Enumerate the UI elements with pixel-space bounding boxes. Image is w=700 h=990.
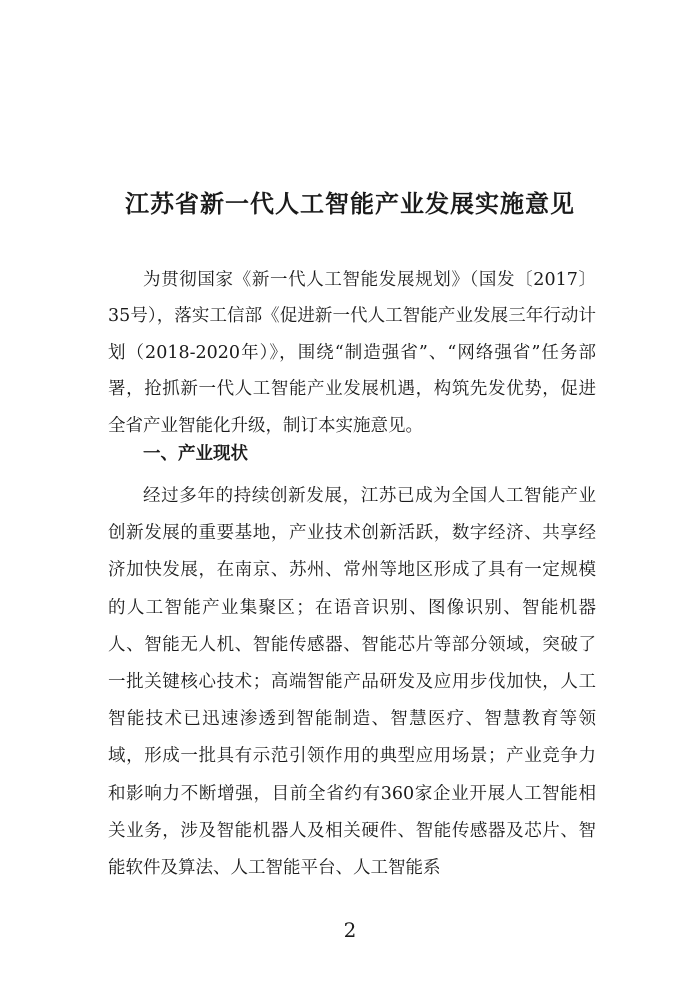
section-heading: 一、产业现状 (143, 444, 248, 464)
section-paragraph: 经过多年的持续创新发展，江苏已成为全国人工智能产业创新发展的重要基地，产业技术创新活跃，数字经济、共享经济加快发展，在南京、苏州、常州等地区形成了具有一定规模的人工智能产业集聚区；在语音识别、图像识别、智能机器人、智能无人机、智能传感器、智能芯片等部分领域，突破了一批关键核心技术；高端智能产品研发及应用步伐加快，人工智能技术已迅速渗透到智能制造、智慧医疗、智慧教育等领域，形成一批具有示范引领作用的典型应用场景；产业竞争力和影响力不断增强，目前全省约有360家企业开展人工智能相关业务，涉及智能机器人及相关硬件、智能传感器及芯片、智能软件及算法、人工智能平台、人工智能系 (108, 486, 596, 879)
page-number: 2 (343, 918, 357, 942)
intro-paragraph: 为贯彻国家《新一代人工智能发展规划》（国发〔2017〕35号），落实工信部《促进新一代人工智能产业发展三年行动计划（2018-2020年）》，围绕“制造强省”、“网络强省”任务部署，抢抓新一代人工智能产业发展机遇，构筑先发优势，促进全省产业智能化升级，制订本实施意见。 (108, 270, 596, 436)
document-title: 江苏省新一代人工智能产业发展实施意见 (125, 189, 575, 218)
